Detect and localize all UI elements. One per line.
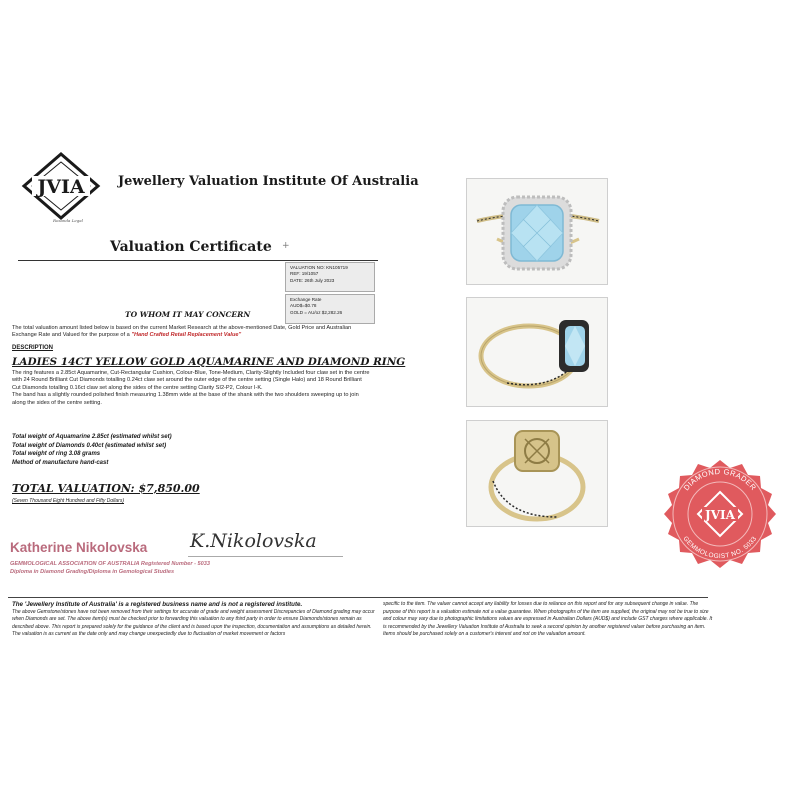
footer-disclaimer-right: specific to the item. The valuer cannot accept any liability for losses due to reliance on this report and for any subsequent change in value. The purpose of this report is a valuation estimate not a value guarantee. When photographs of the item are supplied, the original may not be true to size and colour may vary due to photographic limitations values are expressed in Australian Dollars (AUD$) and include GST charges where applicable. It is recommended by the Jewellery Valuation Institute of Australia to seek a second opinion by another registered valuer before purchasing an item. Items should be purchased solely on a customer's interest and not on the valuation amount. (383, 601, 713, 638)
weight-aquamarine: Total weight of Aquamarine 2.85ct (estimated whilst set) (12, 434, 172, 440)
credential-registration: GEMMOLOGICAL ASSOCIATION OF AUSTRALIA Registered Number - 5033 (10, 561, 210, 567)
total-in-words: (Seven Thousand Eight Hundred and Fifty Dollars) (12, 498, 125, 504)
footer-left-text: The above Gemstone/stones have not been removed from their settings for accurate of grade and weight assessment Discrepancies of Diamond grading may occur when Diamonds are set. The above item(s) must be checked prior to forwarding this valuation to any third party in order to ensure Diamonds/stones remain as described above. This report is prepared solely for the guidance of the client and is based upon the inspection, documentation and assumptions as detailed herein. The valuation is as current as the date only and may change unexpectedly due to fluctuation of market movement or factors (12, 608, 375, 638)
manufacture-method: Method of manufacture hand-cast (12, 459, 109, 466)
footer-divider (8, 597, 708, 598)
aud-rate: AUD$=$0.78 (290, 303, 317, 309)
salutation: TO WHOM IT MAY CONCERN (125, 310, 251, 319)
seal-top-text: DIAMOND GRADER (681, 466, 759, 493)
ring-photo-top-view (466, 178, 608, 285)
reference-box (285, 262, 375, 292)
intro-text: The total valuation amount listed below is based on the current Market Research at the above-mentioned Date, Gold Price and Australian Exchange Rate and Valued for the purpose of a (12, 325, 352, 339)
footer-lead: The 'Jewellery Institute of Australia' is a registered business name and is not a registered institute. (12, 601, 303, 608)
institute-name: Jewellery Valuation Institute Of Australia (118, 174, 419, 189)
weight-diamonds: Total weight of Diamonds 0.40ct (estimated whilst set) (12, 442, 167, 449)
stone-description: The ring features a 2.85ct Aquamarine, Cut-Rectangular Cushion, Colour-Blue, Tone-Medium, Clarity-Slightly Included four claw set in the centre with 24 Round Brilliant Cut Diamonds totalling 0.24ct claw set around the outer edge of the centre setting (Single Halo) and 18 Round Brilliant Cut Diamonds totalling 0.16ct claw set along the sides of the centre setting Clarity SI2-P2, Colour I-K. (12, 370, 370, 391)
seal-bottom-text: GEMMOLOGIST NO. 5033 (681, 535, 759, 561)
item-title: LADIES 14CT YELLOW GOLD AQUAMARINE AND DIAMOND RING (12, 356, 406, 368)
ring-photo-side-view (466, 297, 608, 407)
weights-list (12, 433, 172, 467)
footer-disclaimer-left (12, 601, 377, 639)
total-valuation: TOTAL VALUATION: $7,850.00 (12, 482, 200, 495)
certificate-title: Valuation Certificate (110, 239, 272, 255)
seal-center-text: JVIA (705, 508, 735, 522)
title-divider (18, 260, 378, 261)
dot-mark: + (282, 241, 290, 251)
signer-credentials (10, 560, 210, 576)
intro-paragraph (12, 325, 377, 340)
handwritten-signature: K.Nikolovska (190, 530, 317, 552)
exchange-rate-label: Exchange Rate (290, 297, 322, 302)
logo-signature: Rosanda Legal (53, 218, 83, 223)
description-block (12, 370, 372, 407)
band-description: The band has a slightly rounded polished finish measuring 1.38mm wide at the base of the shank with the two shoulders sweeping up to join along the sides of the centre setting. (12, 392, 359, 406)
signature-line (188, 556, 343, 557)
gold-price: GOLD = AU/oz $2,282.26 (290, 309, 343, 315)
valuation-number: VALUATION NO: KN105719 (290, 265, 348, 270)
diamond-grader-seal (658, 452, 782, 576)
signer-name: Katherine Nikolovska (10, 540, 148, 555)
description-label: DESCRIPTION (12, 345, 54, 351)
weight-ring: Total weight of ring 3.08 grams (12, 451, 101, 458)
exchange-rate-box (285, 294, 375, 324)
valuation-date: DATE: 26th July 2023 (290, 277, 335, 283)
credential-diploma: Diploma in Diamond Grading/Diploma in Gemological Studies (10, 569, 175, 575)
intro-highlight: "Hand Crafted Retail Replacement Value" (131, 332, 242, 339)
ring-photo-back-view (466, 420, 608, 527)
jvia-logo (20, 150, 102, 226)
logo-text: JVIA (37, 176, 85, 198)
reference-number: REF: 19/1057 (290, 271, 319, 277)
